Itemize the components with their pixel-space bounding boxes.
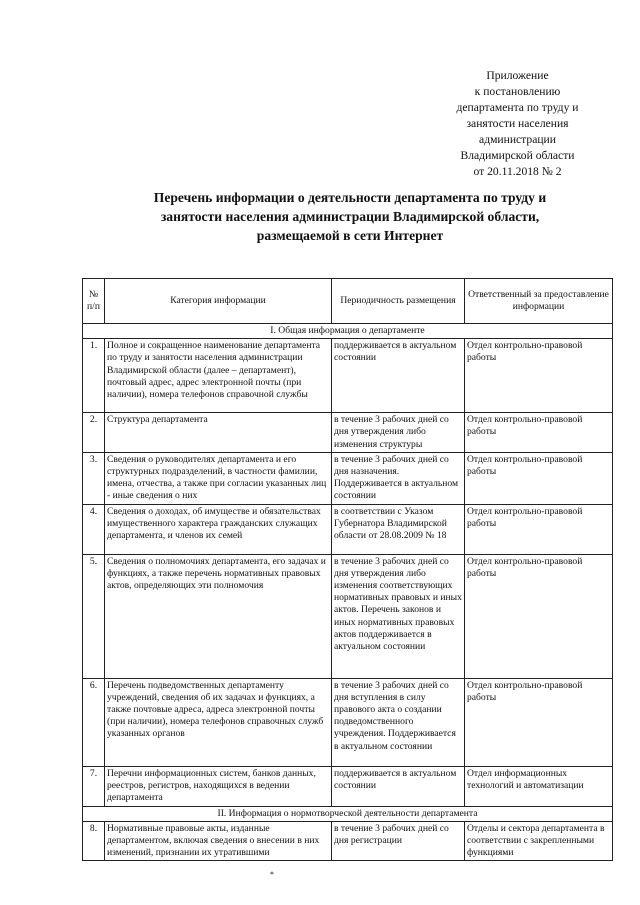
row-category: Перечни информационных систем, банков данных, реестров, регистров, находящихся в ведении департамента (105, 766, 332, 806)
row-period: поддерживается в актуальном состоянии (332, 766, 465, 806)
row-category: Сведения о руководителях департамента и его структурных подразделений, в частности фамилии, имена, отчества, а также при согласии указанных лиц - иные сведения о них (105, 452, 332, 504)
row-category: Сведения о доходах, об имуществе и обязательствах имущественного характера гражданских служащих департамента, и членов их семей (105, 504, 332, 554)
section-row (83, 806, 613, 821)
page-mark: * (270, 870, 274, 879)
row-responsible: Отдел контрольно-правовой работы (465, 413, 613, 453)
row-responsible: Отдел контрольно-правовой работы (465, 678, 613, 766)
row-category: Нормативные правовые акты, изданные департаментом, включая сведения о внесении в них изменений, признании их утратившими (105, 821, 332, 861)
table-row (83, 452, 613, 504)
row-number: 1. (83, 339, 105, 413)
row-number: 7. (83, 766, 105, 806)
appendix-line: занятости населения (466, 117, 569, 130)
header-responsible: Ответственный за предоставление информации (465, 279, 613, 324)
row-category: Структура департамента (105, 413, 332, 453)
row-responsible: Отдел контрольно-правовой работы (465, 504, 613, 554)
header-number: № п/п (83, 279, 105, 324)
row-number: 4. (83, 504, 105, 554)
row-period: поддерживается в актуальном состоянии (332, 339, 465, 413)
row-responsible: Отдел контрольно-правовой работы (465, 339, 613, 413)
row-period: в течение 3 рабочих дней со дня вступления в силу правового акта о создании подведомственного учреждения. Поддерживается в актуальном состоянии (332, 678, 465, 766)
row-category: Полное и сокращенное наименование департамента по труду и занятости населения администрации Владимирской области (далее – департамент), почтовый адрес, адрес электронной почты (при наличии), номера телефонов справочной службы (105, 339, 332, 413)
appendix-line: от 20.11.2018 № 2 (473, 165, 562, 178)
table-row (83, 766, 613, 806)
row-responsible: Отдел информационных технологий и автоматизации (465, 766, 613, 806)
table-header-row (83, 279, 613, 324)
row-responsible: Отдел контрольно-правовой работы (465, 452, 613, 504)
row-number: 2. (83, 413, 105, 453)
appendix-line: к постановлению (474, 85, 561, 98)
table-row (83, 339, 613, 413)
row-category: Сведения о полномочиях департамента, его задачах и функциях, а также перечень нормативных правовых актов, определяющих эти полномочия (105, 554, 332, 678)
row-period: в течение 3 рабочих дней со дня утверждения либо изменения соответствующих нормативных правовых и иных актов. Перечень законов и иных нормативных правовых актов поддерживается в актуальном состоянии (332, 554, 465, 678)
title-line: Перечень информации о деятельности департамента по труду и (153, 190, 547, 205)
row-responsible: Отдел контрольно-правовой работы (465, 554, 613, 678)
document-title (120, 188, 580, 245)
row-number: 5. (83, 554, 105, 678)
title-line: размещаемой в сети Интернет (256, 228, 444, 243)
appendix-line: администрации (479, 133, 556, 146)
table-row (83, 504, 613, 554)
row-number: 8. (83, 821, 105, 861)
table-row (83, 413, 613, 453)
row-number: 6. (83, 678, 105, 766)
header-category: Категория информации (105, 279, 332, 324)
row-period: в течение 3 рабочих дней со дня назначения. Поддерживается в актуальном состоянии (332, 452, 465, 504)
appendix-line: Владимирской области (460, 149, 575, 162)
information-table (82, 278, 613, 861)
appendix-line: Приложение (486, 69, 549, 82)
row-period: в течение 3 рабочих дней со дня регистрации (332, 821, 465, 861)
section-title: II. Информация о нормотворческой деятельности департамента (83, 806, 613, 821)
title-line: занятости населения администрации Владимирской области, (160, 209, 540, 224)
appendix-line: департамента по труду и (456, 101, 579, 114)
table-row (83, 554, 613, 678)
table-row (83, 821, 613, 861)
row-category: Перечень подведомственных департаменту учреждений, сведения об их задачах и функциях, а также почтовые адреса, адреса электронной почты (при наличии), номера телефонов справочных служб указанных органов (105, 678, 332, 766)
row-period: в течение 3 рабочих дней со дня утверждения либо изменения структуры (332, 413, 465, 453)
row-period: в соответствии с Указом Губернатора Владимирской области от 28.08.2009 № 18 (332, 504, 465, 554)
row-number: 3. (83, 452, 105, 504)
row-responsible: Отделы и сектора департамента в соответствии с закрепленными функциями (465, 821, 613, 861)
table-row (83, 678, 613, 766)
section-title: I. Общая информация о департаменте (83, 324, 613, 339)
appendix-header (430, 68, 605, 180)
section-row (83, 324, 613, 339)
header-period: Периодичность размещения (332, 279, 465, 324)
